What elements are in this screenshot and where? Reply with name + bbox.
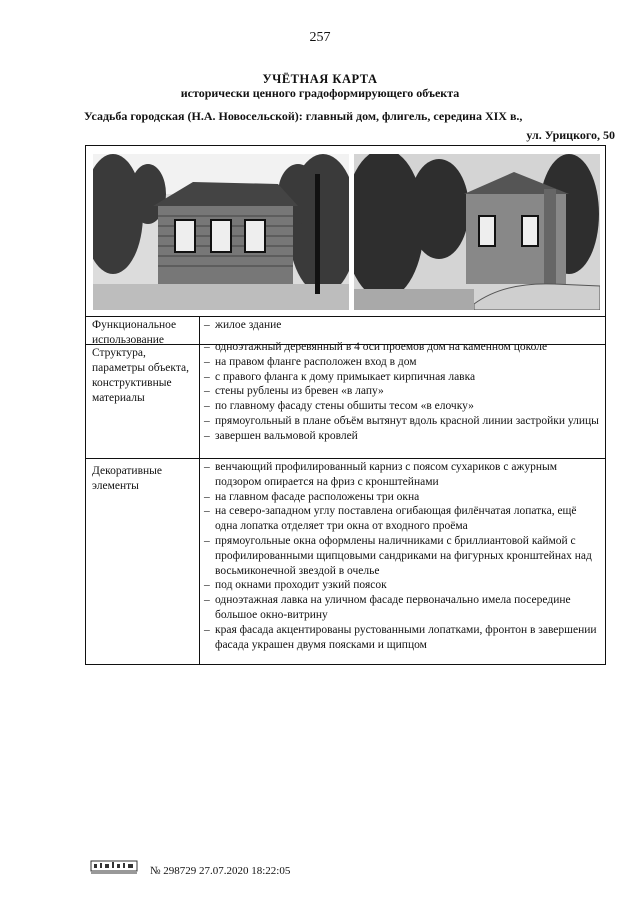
house-photo-front (93, 154, 349, 310)
list-item: – венчающий профилированный карниз с поясом сухариков с ажурным подзором опирается на фриз с кронштейнами (204, 460, 601, 490)
page-number: 257 (309, 30, 331, 45)
row-label-decor: Декоративные элементы (92, 465, 162, 492)
list-item: – одноэтажная лавка на уличном фасаде первоначально имела посередине большое окно-витрину (204, 593, 601, 623)
list-item: – под окнами проходит узкий поясок (204, 578, 601, 593)
list-item: – завершен вальмовой кровлей (204, 429, 601, 444)
object-name: Усадьба городская (Н.А. Новосельской): главный дом, флигель, середина XIX в., (84, 109, 523, 123)
list-item: – прямоугольный в плане объём вытянут вдоль красной линии застройки улицы (204, 414, 601, 429)
list-item: – прямоугольные окна оформлены наличниками с бриллиантовой каймой с профилированными щипцовыми сандриками на фигурных кронштейнах над восьмиконечной звездой в очелье (204, 534, 601, 578)
list-item: – жилое здание (204, 318, 601, 333)
list-item: – на правом фланге расположен вход в дом (204, 355, 601, 370)
row-label-function: Функциональное использование (92, 319, 177, 346)
row-items-decor (204, 460, 601, 652)
stamp-icon (90, 855, 138, 875)
list-item: – на главном фасаде расположены три окна (204, 490, 601, 505)
list-item: – с правого фланга к дому примыкает кирпичная лавка (204, 370, 601, 385)
list-item: – стены рублены из бревен «в лапу» (204, 384, 601, 399)
document-registration-number: № 298729 27.07.2020 18:22:05 (150, 865, 291, 877)
list-item: – края фасада акцентированы рустованными лопатками, фронтон в завершении фасада украшен двумя поясками и щипцом (204, 623, 601, 653)
stamp-logo (90, 855, 138, 875)
list-item: – на северо-западном углу поставлена огибающая филёнчатая лопатка, ещё одна лопатка отделяет три окна от входного проёма (204, 504, 601, 534)
house-photo-side (354, 154, 600, 310)
wooden-house-side-photo-icon (354, 154, 600, 310)
list-item: – по главному фасаду стены обшиты тесом «в елочку» (204, 399, 601, 414)
wooden-house-photo-icon (93, 154, 349, 310)
object-address: ул. Урицкого, 50 (526, 128, 615, 142)
card-table (85, 145, 606, 665)
row-items-function (204, 318, 601, 333)
card-title: УЧЁТНАЯ КАРТА (262, 72, 378, 86)
row-label-structure: Структура, параметры объекта, конструктивные материалы (92, 347, 189, 404)
row-items-structure (204, 340, 601, 444)
card-subtitle: исторически ценного градоформирующего объекта (180, 86, 460, 100)
list-item: – одноэтажный деревянный в 4 оси проемов дом на каменном цоколе (204, 340, 601, 355)
